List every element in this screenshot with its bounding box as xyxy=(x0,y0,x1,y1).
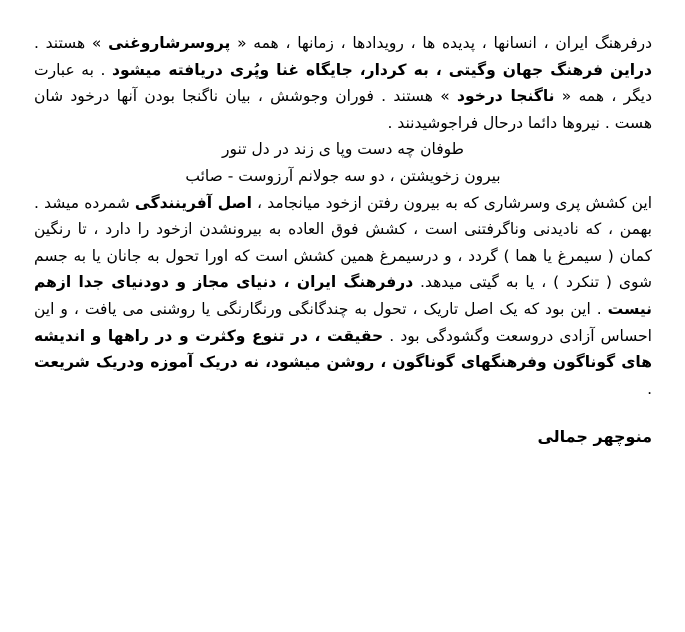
bold-phrase: پروسرشاروغنی xyxy=(108,34,231,52)
bold-phrase: ناگنجا درخود xyxy=(457,87,555,106)
bold-phrase: دراین فرهنگ جهان وگیتی ، به کردار، جایگاه غنا وپُری دریافته میشود xyxy=(112,60,653,79)
bold-phrase: اصل آفرینندگی xyxy=(134,193,252,212)
text-run: . این بود که یک اصل تاریک ، تحول به چندگانگی ورنگارنگی یا روشنی می یافت ، و این احساس آزادی دروسعت وگشودگی بود . xyxy=(34,299,652,345)
bold-phrase: حقیقت ، در تنوع وکثرت و در راهها و اندیشه های گوناگون وفرهنگهای گوناگون ، روشن میشود، نه دریک آموزه ودریک شریعت xyxy=(34,326,652,372)
paragraph-1 xyxy=(34,30,652,136)
bold-phrase: درفرهنگ ایران ، دنیای مجاز و دودنیای جدا ازهم نیست xyxy=(34,273,652,318)
text-run: این کشش پری وسرشاری که به بیرون رفتن ازخود میانجامد ، xyxy=(251,193,653,212)
verse-line-2: بیرون زخویشتن ، دو سه جولانم آرزوست - صائب xyxy=(185,166,501,185)
document-page xyxy=(34,30,652,451)
verse-line-1: طوفان چه دست وپا ی زند در دل تنور xyxy=(222,140,464,159)
text-run: شمرده میشد . بهمن ، که نادیدنی وناگرفتنی است ، کشش فوق العاده به بیرونشدن ازخود را دارد ، تا رنگین کمان ( سیمرغ یا هما ) گردد ، و درسیمرغ همین کشش است که اورا تحول به جانان یا به جسم شوی ( تنکرد ) ، یا به گیتی میدهد. xyxy=(34,193,652,292)
text-run: . xyxy=(647,379,652,398)
text-run: » هستند . xyxy=(34,34,109,52)
author-signature: منوچهر جمالی xyxy=(537,427,652,447)
text-run: » هستند . فوران وجوشش ، بیان ناگنجا بودن آنها درخود شان هست . نیروها دائما درحال فراجوشیدنند . xyxy=(34,87,652,132)
paragraph-2 xyxy=(34,190,652,403)
text-run: درفرهنگ ایران ، انسانها ، پدیده ها ، رویدادها ، زمانها ، همه « xyxy=(230,34,653,52)
text-run: . به عبارت دیگر ، همه « xyxy=(34,60,652,106)
